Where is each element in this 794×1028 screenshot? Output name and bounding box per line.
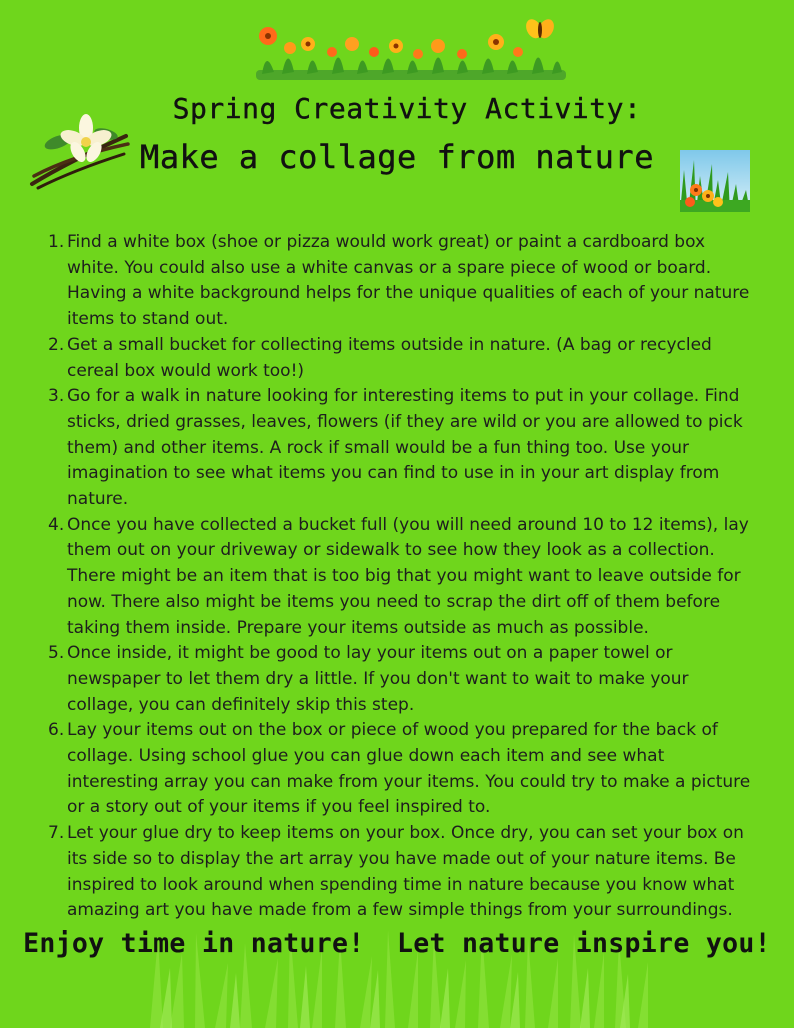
title-line-2: Make a collage from nature xyxy=(140,138,654,176)
step-text: Once you have collected a bucket full (you will need around 10 to 12 items), lay them out on your driveway or sidewalk to see how they look as a collection. There might be an item that is too big that you might want to leave outside for now. There also might be items you need to scrap the dirt off of them before taking them inside. Prepare your items outside as much as possible. xyxy=(67,514,749,638)
step-text: Let your glue dry to keep items on your box. Once dry, you can set your box on its side so to display the art array you have made out of your nature items. Be inspired to look around when spending time in nature because you know what amazing art you have made from a few simple things from your surroundings. xyxy=(67,823,744,921)
step-number: 6. xyxy=(48,720,65,741)
list-item xyxy=(48,384,760,513)
step-text: Get a small bucket for collecting items outside in nature. (A bag or recycled cereal box would work too!) xyxy=(67,334,712,381)
step-number: 7. xyxy=(48,823,65,844)
step-text: Once inside, it might be good to lay your items out on a paper towel or newspaper to let them dry a little. If you don't want to wait to make your collage, you can definitely skip this step. xyxy=(67,643,689,715)
step-text: Lay your items out on the box or piece of wood you prepared for the back of collage. Using school glue you can glue down each item and see what interesting array you can make from your items. You could try to make a picture or a story out of your items if you feel inspired to. xyxy=(67,720,751,818)
steps-list xyxy=(48,230,760,924)
step-number: 3. xyxy=(48,386,65,407)
list-item xyxy=(48,718,760,821)
list-item xyxy=(48,230,760,333)
step-text: Go for a walk in nature looking for interesting items to put in your collage. Find sticks, dried grasses, leaves, flowers (if they are wild or you are allowed to pick them) and other items. A rock if small would be a fun thing too. Use your imagination to see what items you can find to use in in your art display from nature. xyxy=(67,386,743,510)
closing-message: Enjoy time in nature! Let nature inspire you! xyxy=(23,928,771,959)
list-item xyxy=(48,641,760,718)
step-number: 5. xyxy=(48,643,65,664)
list-item xyxy=(48,513,760,642)
title-line-1: Spring Creativity Activity: xyxy=(172,92,642,125)
flower-border-icon xyxy=(252,14,570,84)
step-number: 2. xyxy=(48,334,65,355)
list-item xyxy=(48,821,760,924)
list-item xyxy=(48,333,760,384)
step-number: 4. xyxy=(48,514,65,535)
step-text: Find a white box (shoe or pizza would work great) or paint a cardboard box white. You could also use a white canvas or a spare piece of wood or board. Having a white background helps for the unique qualities of each of your nature items to stand out. xyxy=(67,232,750,330)
step-number: 1. xyxy=(48,232,65,252)
